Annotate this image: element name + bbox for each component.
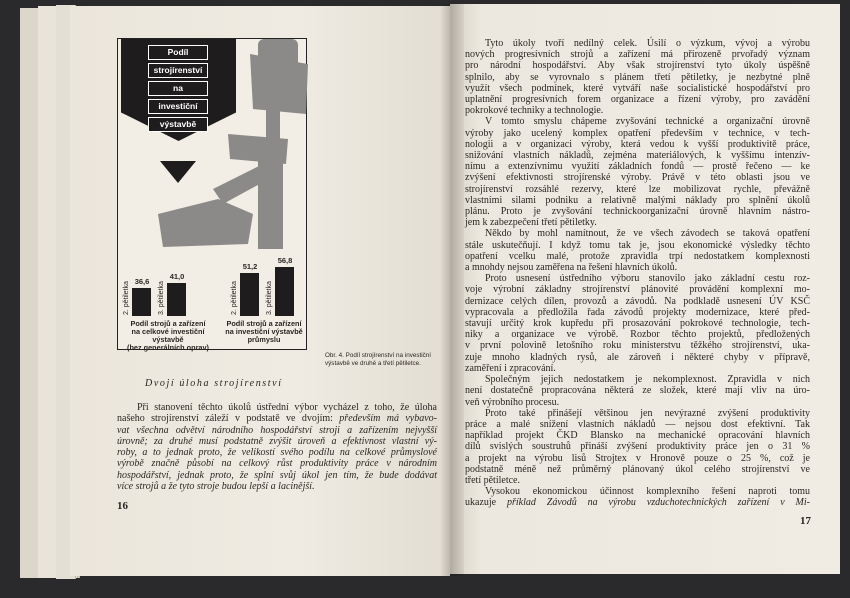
group-label	[120, 320, 216, 352]
text-line	[465, 116, 810, 127]
text-upright: plánu. Proto je zvyšování technickoorganizační úrovně hlavním nástro-	[465, 206, 810, 218]
text-line	[117, 402, 437, 413]
text-line	[117, 481, 437, 492]
text-upright: nových progresívních strojů a zařízení má přirozeně prvořadý význam	[465, 49, 810, 61]
text-line	[465, 430, 810, 441]
text-line	[465, 49, 810, 60]
group-label-line: (bez generálních oprav)	[127, 343, 209, 352]
text-line	[465, 475, 810, 486]
text-upright: Při stanovení těchto úkolů ústřední výbor vycházel z toho, že úloha	[137, 402, 437, 413]
text-line	[465, 184, 810, 195]
bar-category-label: 3. pětiletka	[266, 281, 273, 315]
banner-text-line: strojírenství	[148, 63, 208, 78]
bar	[167, 283, 186, 316]
text-upright: dernizace celých dílen, provozů a závodů. Na podkladě usnesení ÚV KSČ	[465, 295, 810, 307]
text-line	[465, 352, 810, 363]
text-upright: voje výrobní základny strojírenství plánovité provádění komplexní mo-	[465, 284, 810, 296]
figure-chart	[117, 38, 307, 350]
text-line	[465, 441, 810, 452]
right-body-text	[465, 38, 810, 509]
text-line	[117, 425, 437, 436]
text-upright: Proto usnesení ústředního výboru stanovilo jako základní cestu roz-	[485, 273, 810, 285]
text-upright: Tyto úkoly tvoří nedílný celek. Úsilí o výzkum, vývoj a výrobu	[485, 38, 810, 49]
text-upright: například projekt ČKD Blansko na mechanické opracování hlavních	[465, 430, 810, 442]
text-upright: práce a malé snížení vlastních nákladů — nejsou dost efektivní. Tak	[465, 418, 810, 430]
bar-category-label: 3. pětiletka	[158, 281, 165, 315]
text-line	[117, 436, 437, 447]
text-upright: stále uskutečňují. I když tomu tak je, jsou ekonomické výsledky těchto	[465, 239, 810, 251]
bar-value-label: 36,6	[134, 277, 150, 287]
text-line	[465, 340, 810, 351]
gutter-shadow	[440, 4, 464, 576]
text-upright: strojírenství rozsáhlé rezervy, které lze mobilizovat rychle, převážně	[465, 183, 810, 195]
banner-text-line: investiční	[148, 99, 208, 114]
page-number-left: 16	[117, 500, 128, 512]
text-upright: pokrokové techniky a technologie.	[465, 105, 604, 117]
text-line	[465, 284, 810, 295]
bar	[240, 273, 259, 316]
text-upright: zvýšení efektivnosti strojírenské výroby. Právě v této oblasti jsou ve	[465, 172, 810, 184]
text-line	[465, 296, 810, 307]
text-line	[465, 363, 810, 374]
text-upright: vypracovala a předložila řada závodů projekty modernizace, které před-	[465, 306, 810, 318]
bar-value-label: 41,0	[169, 272, 185, 282]
text-italic: především má vybavo-	[339, 413, 437, 425]
text-italic: vat všechna odvětví národního hospodářství stroji a zařízením nejvyšší	[117, 424, 437, 436]
group-label	[222, 320, 306, 344]
text-italic: hospodářství, jednak proto, že splní svůj úkol jen tím, že bude dodávat	[117, 469, 437, 481]
banner-text-line: výstavbě	[148, 117, 208, 132]
group-label-line: na celkové investiční	[131, 327, 205, 336]
text-line	[465, 307, 810, 318]
text-line	[117, 447, 437, 458]
text-italic: výrobě značně působí na celkový růst produktivity práce v národním	[117, 458, 437, 470]
text-italic: úrovně; za druhé musí podstatně zvýšit úroveň a efektivnost vlastní vý-	[117, 435, 437, 447]
group-label-line: průmyslu	[247, 335, 281, 344]
text-upright: pro národní hospodářství. Aby však strojírenství tyto úkoly úspěšně	[465, 60, 810, 72]
text-upright: snižování vlastních nákladů, zejména materiálových, k vyššímu intenzív-	[465, 150, 810, 162]
text-line	[465, 408, 810, 419]
section-heading: Dvojí úloha strojírenství	[145, 378, 283, 389]
text-line	[465, 453, 810, 464]
text-upright: není dostatečně propracována některá ze složek, které mají vliv na úro-	[465, 385, 810, 397]
text-line	[465, 419, 810, 430]
text-line	[465, 128, 810, 139]
text-line	[465, 497, 810, 508]
text-line	[465, 464, 810, 475]
figure-caption: Obr. 4. Podíl strojírenství na investiční výstavbě ve druhé a třetí pětiletce.	[325, 352, 432, 367]
text-line	[465, 240, 810, 251]
text-line	[117, 470, 437, 481]
text-upright: zaměření i zpracování.	[465, 362, 556, 374]
text-upright: zuje mnoho kladných rysů, ale zároveň i některé chyby v přípravě,	[465, 351, 810, 363]
text-upright: Proto také přinášejí většinou jen nevýrazné zvýšení produktivity	[485, 407, 810, 419]
text-line	[465, 385, 810, 396]
text-upright: niky a organizace ve výrobě. Rozbor těchto projektů, předložených	[465, 329, 810, 341]
text-upright: veň výrobního procesu.	[465, 396, 560, 408]
text-upright: nímu a extenzívnímu využití základních fondů — prostě řečeno — ke	[465, 161, 810, 173]
text-line	[465, 139, 810, 150]
text-upright: uplatnění progresívních forem organizace a řízení výroby, pro zavádění	[465, 94, 810, 106]
text-line	[465, 161, 810, 172]
text-upright: a mnohdy nejsou zaměřena na řešení hlavních úkolů.	[465, 262, 678, 274]
text-upright: ukazuje	[465, 497, 507, 509]
text-upright: jem k zabezpečení třetí pětiletky.	[465, 217, 597, 229]
text-upright: dílů svislých soustruhů přináší zvýšení produktivity práce jen o 31 %	[465, 441, 810, 453]
text-upright: v první polovině letošního roku ministerstvu těžkého strojírenství, uka-	[465, 340, 810, 352]
text-line	[465, 318, 810, 329]
bar-value-label: 51,2	[242, 261, 258, 271]
text-line	[465, 217, 810, 228]
text-upright: Někdo by mohl namítnout, že ve všech závodech se taková opatření	[485, 228, 810, 240]
text-line	[465, 206, 810, 217]
text-line	[465, 273, 810, 284]
triangle-marker	[160, 161, 196, 183]
text-line	[465, 60, 810, 71]
text-upright: opatření vcelku malé, protože zpravidla trpí nedostatkem komplexnosti	[465, 250, 810, 262]
text-line	[117, 458, 437, 469]
text-upright: třetí pětiletce.	[465, 474, 520, 486]
text-upright: nologii a v organizaci výroby, která vedou k vyšší produktivitě práce,	[465, 138, 810, 150]
text-upright: a projekt na výrobu lisů Strojtex v Hronově pouze o 25 %, což je	[465, 452, 810, 464]
text-upright: splnilo, aby se vyrovnalo s plánem třetí pětiletky, je nezbytné plně	[465, 71, 810, 83]
text-line	[465, 486, 810, 497]
text-line	[465, 251, 810, 262]
bar-value-label: 56,8	[277, 255, 293, 265]
bar-category-label: 2. pětiletka	[231, 281, 238, 315]
banner-text-line: Podíl	[148, 45, 208, 60]
text-line	[465, 195, 810, 206]
text-upright: Vysokou ekonomickou účinnost komplexního řešení naproti tomu	[485, 486, 810, 498]
text-line	[465, 172, 810, 183]
text-line	[465, 38, 810, 49]
text-line	[465, 94, 810, 105]
text-upright: využít všech podmínek, které vytváří naše socialistické hospodářství pro	[465, 82, 810, 94]
text-line	[465, 150, 810, 161]
banner-text-line: na	[148, 81, 208, 96]
text-line	[465, 105, 810, 116]
text-italic: příklad Závodů na výrobu vzduchotechnických zařízení v Mi-	[506, 497, 810, 509]
text-upright: podstatně méně než průměrný plánovaný úkol celého strojírenství ve	[465, 463, 810, 475]
group-label-line: výstavbě	[152, 335, 184, 344]
text-line	[465, 228, 810, 239]
group-label-line: Podíl strojů a zařízení	[226, 319, 302, 328]
text-italic: roby, a to jednak proto, že velikostí svého podílu na celkové průmyslové	[117, 447, 437, 459]
text-line	[465, 262, 810, 273]
bar-category-label: 2. pětiletka	[123, 281, 130, 315]
bar	[132, 288, 151, 316]
group-label-line: na investiční výstavbě	[225, 327, 303, 336]
text-line	[465, 374, 810, 385]
text-line	[117, 413, 437, 424]
bar	[275, 267, 294, 316]
left-body-text	[117, 402, 437, 492]
text-line	[465, 329, 810, 340]
text-upright: V tomto smyslu chápeme zvyšování technické a organizační úrovně	[485, 116, 810, 128]
text-line	[465, 83, 810, 94]
text-upright: stavují určitý krok kupředu při prosazování pokrokové technologie, tech-	[465, 318, 810, 330]
text-upright: vlastními silami podniku a relativně malými náklady pro splnění úkolů	[465, 194, 810, 206]
page-number-right: 17	[800, 515, 811, 527]
text-line	[465, 397, 810, 408]
text-upright: našeho strojírenství záleží v podstatě ve dvojím:	[117, 413, 340, 425]
text-italic: více strojů a že tyto stroje budou lepší a lacinější.	[117, 481, 315, 493]
text-upright: Společným jejich nedostatkem je nekomplexnost. Zpravidla v nich	[485, 374, 810, 386]
text-upright: výroby jako ucelený komplex opatření především v technice, v tech-	[465, 127, 810, 139]
group-label-line: Podíl strojů a zařízení	[130, 319, 206, 328]
text-line	[465, 72, 810, 83]
